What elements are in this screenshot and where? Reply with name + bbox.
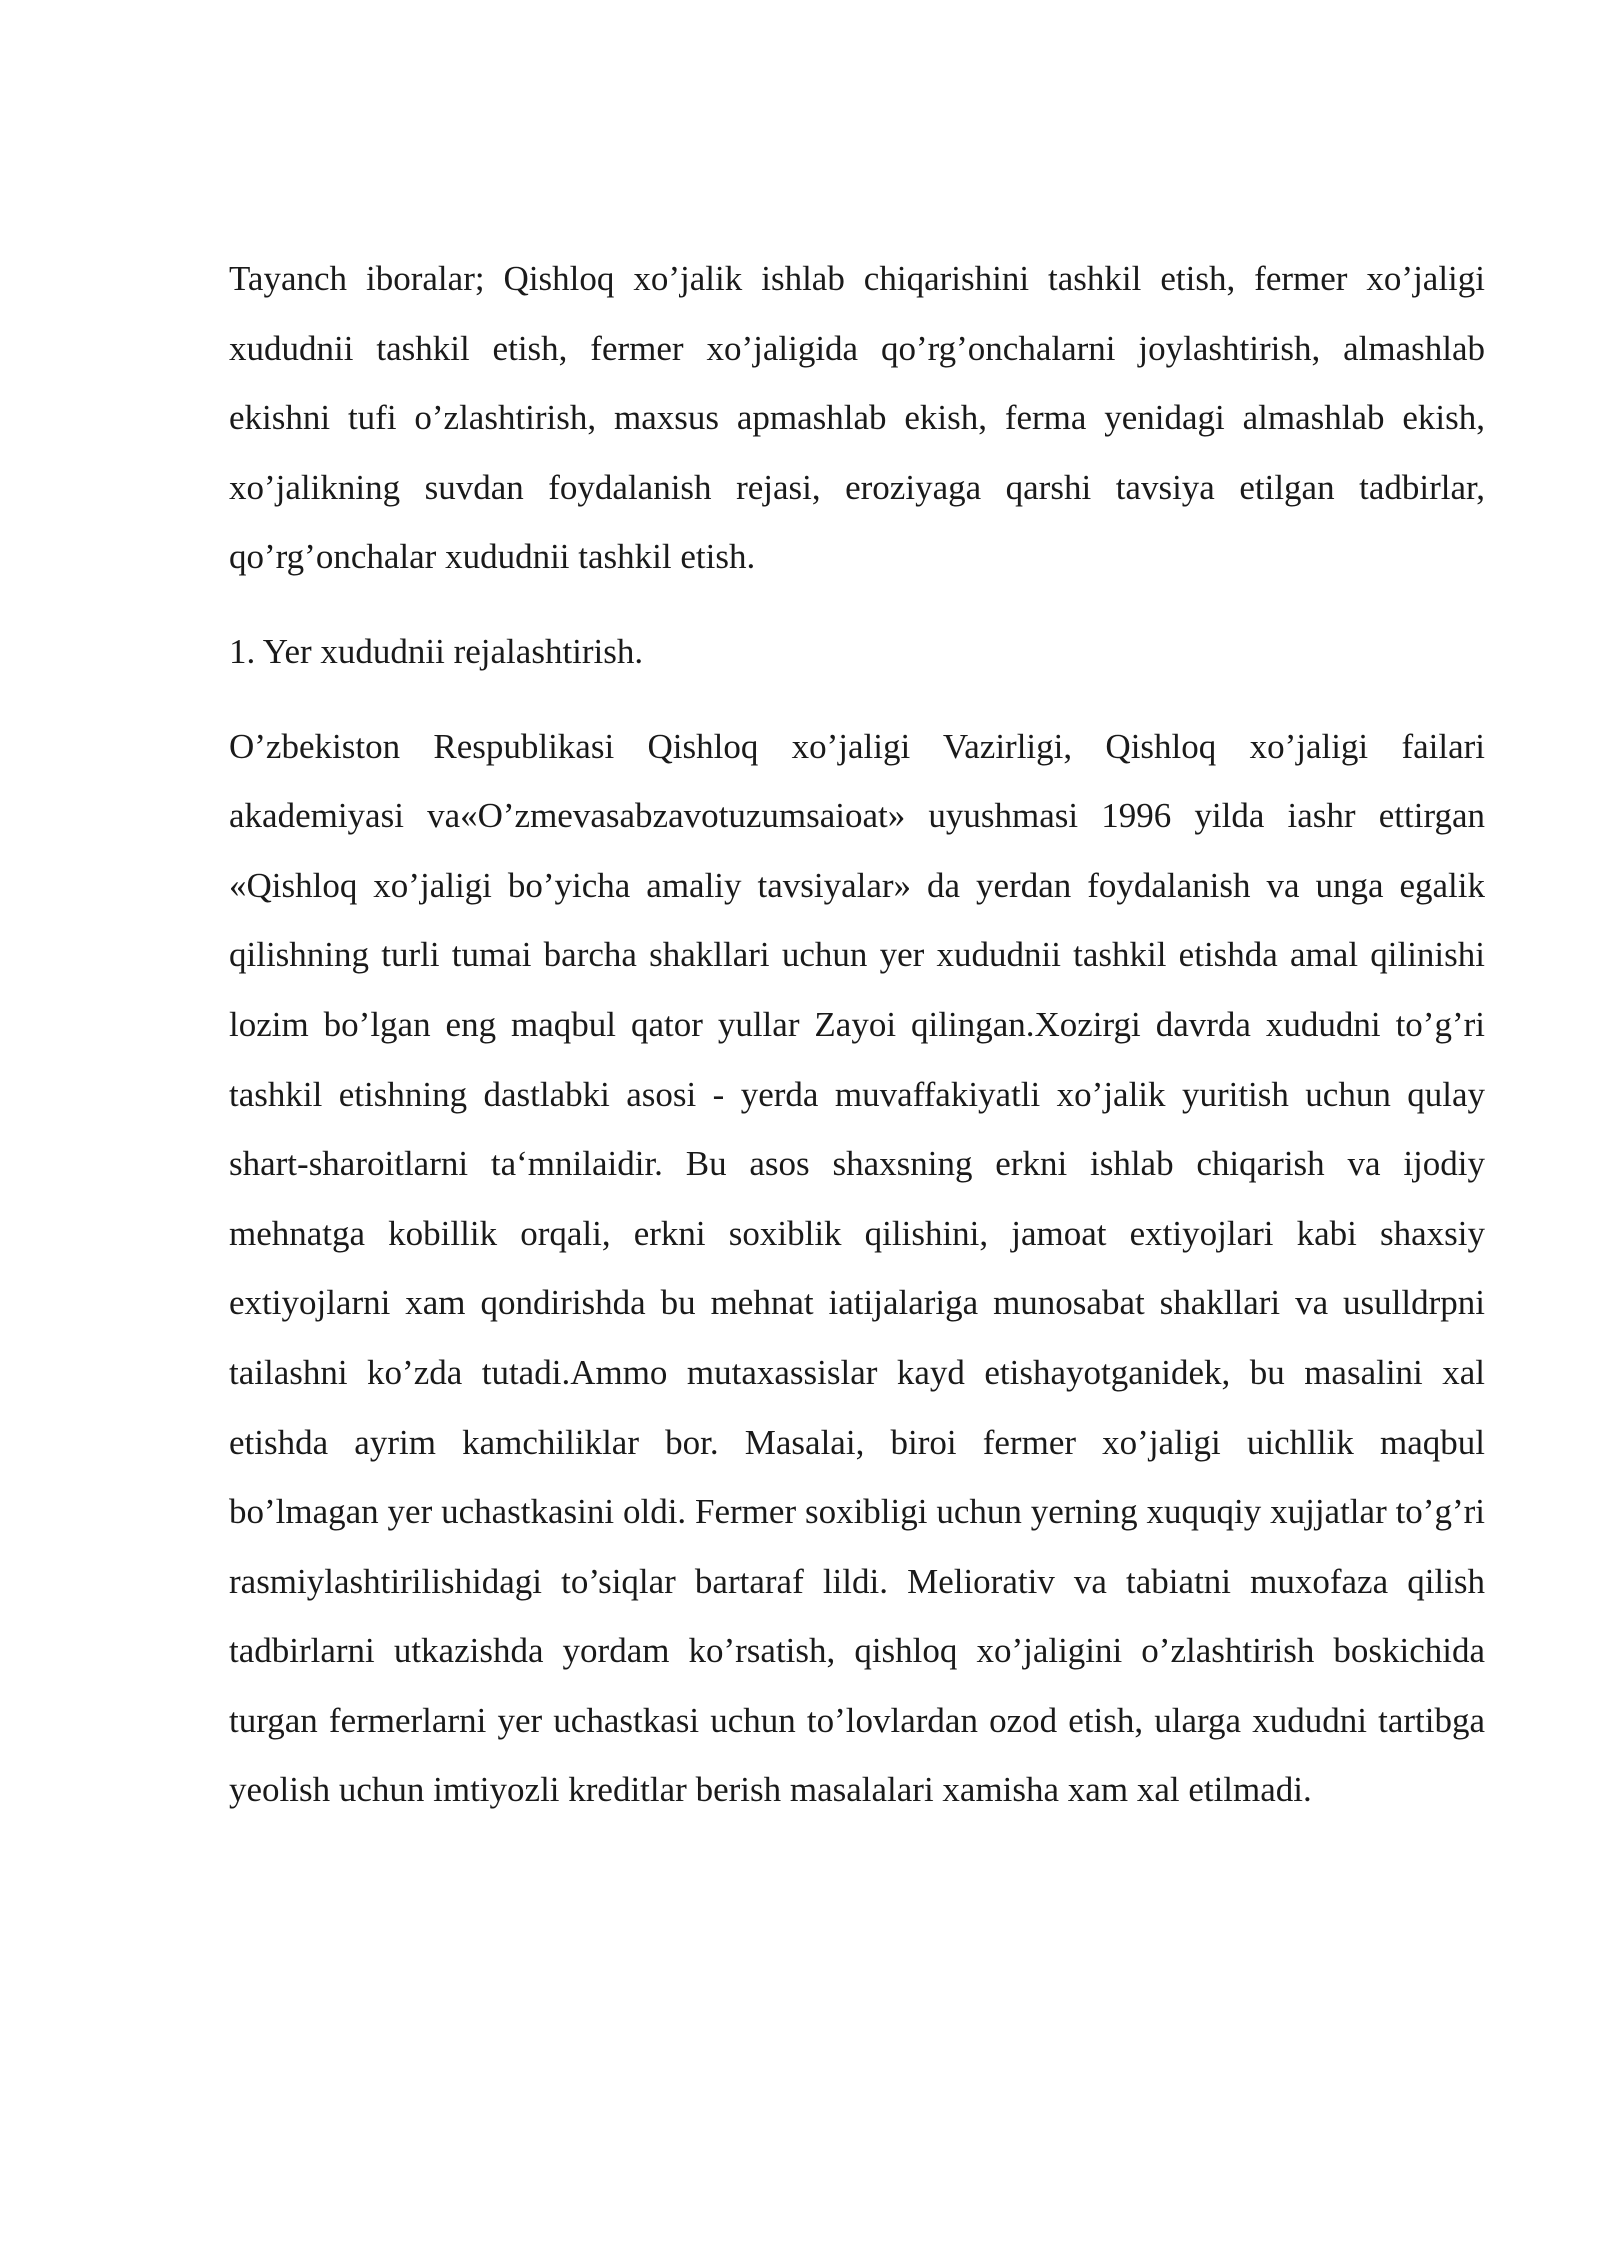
body-paragraph: O’zbekiston Respublikasi Qishloq xo’jaligi Vazirligi, Qishloq xo’jaligi failari akademiyasi va«O’zmevasabzavotuzumsaioat» uyushmasi 1996 yilda iashr ettirgan «Qishloq xo’jaligi bo’yicha amaliy tavsiyalar» da yerdan foydalanish va unga egalik qilishning turli tumai barcha shakllari uchun yer xududnii tashkil etishda amal qilinishi lozim bo’lgan eng maqbul qator yullar Zayoi qilingan.Xozirgi davrda xududni to’g’ri tashkil etishning dastlabki asosi - yerda muvaffakiyatli xo’jalik yuritish uchun qulay shart-sharoitlarni ta‘mnilaidir. Bu asos shaxsning erkni ishlab chiqarish va ijodiy mehnatga kobillik orqali, erkni soxiblik qilishini, jamoat extiyojlari kabi shaxsiy extiyojlarni xam qondirishda bu mehnat iatijalariga munosabat shakllari va usulldrpni tailashni ko’zda tutadi.Ammo mutaxassislar kayd etishayotganidek, bu masalini xal etishda ayrim kamchiliklar bor. Masalai, biroi fermer xo’jaligi uichllik maqbul bo’lmagan yer uchastkasini oldi. Fermer soxibligi uchun yerning xuquqiy xujjatlar to’g’ri rasmiylashtirilishidagi to’siqlar bartaraf lildi. Meliorativ va tabiatni muxofaza qilish tadbirlarni utkazishda yordam ko’rsatish, qishloq xo’jaligini o’zlashtirish boskichida turgan fermerlarni yer uchastkasi uchun to’lovlardan ozod etish, ularga xududni tartibga yeolish uchun imtiyozli kreditlar berish masalalari xamisha xam xal etilmadi. xyxy=(229,726,1485,1810)
keywords-paragraph: Tayanch iboralar; Qishloq xo’jalik ishlab chiqarishini tashkil etish, fermer xo’jaligi xududnii tashkil etish, fermer xo’jaligida qo’rg’onchalarni joylashtirish, almashlab ekishni tufi o’zlashtirish, maxsus apmashlab ekish, ferma yenidagi almashlab ekish, xo’jalikning suvdan foydalanish rejasi, eroziyaga qarshi tavsiya etilgan tadbirlar, qo’rg’onchalar xududnii tashkil etish. xyxy=(229,259,1485,577)
document-page xyxy=(229,244,1485,1825)
section-heading: 1. Yer xududnii rejalashtirish. xyxy=(229,631,644,671)
